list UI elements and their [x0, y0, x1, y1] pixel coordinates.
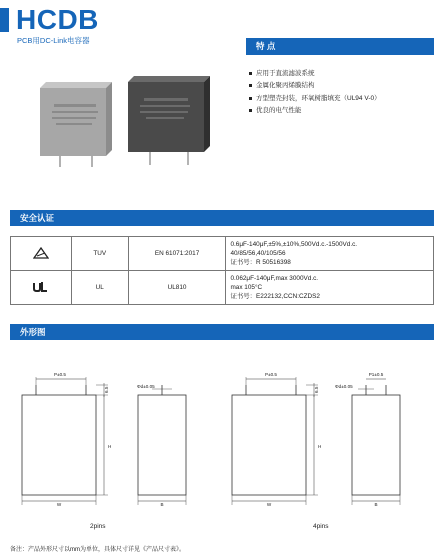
certification-table — [10, 236, 434, 305]
dimension-label: P±0.5 — [265, 372, 277, 377]
dimension-label: H — [318, 444, 322, 449]
feature-text: 金属化聚丙烯膜结构 — [256, 82, 315, 90]
title-accent-tab — [0, 8, 9, 32]
ul-recognized-icon — [32, 281, 50, 293]
cert-agency: UL — [71, 271, 128, 305]
feature-item — [249, 105, 381, 117]
page-title: HCDB — [16, 4, 99, 35]
four-pin-front-view — [232, 377, 318, 505]
cert-details — [226, 271, 434, 305]
cert-detail-line: max 105°C — [230, 284, 263, 291]
bullet-icon — [249, 84, 252, 87]
dimension-label: Φd±0.05 — [137, 384, 155, 389]
two-pin-side-view — [138, 385, 186, 505]
feature-list — [249, 68, 381, 118]
product-photo — [20, 70, 230, 170]
tuv-triangle-icon — [33, 247, 49, 259]
dimension-label: W — [56, 502, 62, 507]
feature-item — [249, 93, 381, 105]
footnote: 备注：产品外形尺寸以mm为单位，具体尺寸详见《产品尺寸表》。 — [10, 547, 185, 553]
certification-heading: 安全认证 — [20, 213, 55, 223]
bullet-icon — [249, 72, 252, 75]
bullet-icon — [249, 109, 252, 112]
four-pin-side-view — [352, 379, 400, 505]
dimension-label: B — [374, 502, 378, 507]
cert-standard: UL810 — [128, 271, 226, 305]
page-subtitle: PCB用DC-Link电容器 — [17, 36, 90, 45]
dimension-label: 6.5 — [104, 386, 109, 393]
cert-detail-line: 0.062μF-140μF,max 3000Vd.c. — [230, 275, 319, 282]
certification-heading-bar — [10, 210, 434, 226]
dimension-label: 6.5 — [314, 386, 319, 393]
dimensions-heading: 外形图 — [20, 327, 46, 337]
four-pin-caption: 4pins — [313, 523, 329, 530]
capacitor-light-image — [40, 82, 112, 167]
feature-text: 优良的电气性能 — [256, 107, 302, 115]
two-pin-front-view — [22, 377, 108, 505]
cert-detail-line: 证书号：R 50516398 — [230, 259, 291, 266]
cert-icon-cell — [11, 237, 72, 271]
capacitor-dark-image — [128, 76, 210, 165]
bullet-icon — [249, 97, 252, 100]
dimension-label: Φd±0.05 — [335, 384, 353, 389]
cert-detail-line: 证书号：E222132,CCN:CZDS2 — [230, 293, 320, 300]
feature-text: 方型塑壳封装，环氧树脂填充（UL94 V-0） — [256, 94, 381, 102]
dimension-label: P±0.5 — [54, 372, 66, 377]
cert-detail-line: 0.6μF-140μF,±5%,±10%,500Vd.c.-1500Vd.c. — [230, 241, 358, 248]
dimension-label: B — [160, 502, 164, 507]
features-heading-bar — [246, 38, 434, 55]
features-heading: 特 点 — [256, 41, 276, 51]
cert-standard: EN 61071:2017 — [128, 237, 226, 271]
dimensions-heading-bar — [10, 324, 434, 340]
two-pin-caption: 2pins — [90, 523, 106, 530]
table-row — [11, 271, 434, 305]
feature-text: 应用于直流滤波系统 — [256, 70, 315, 77]
cert-details — [226, 237, 434, 271]
cert-detail-line: 40/85/56,40/105/56 — [230, 250, 286, 257]
dimension-drawings — [0, 355, 444, 535]
feature-item — [249, 68, 381, 80]
dimension-label: W — [266, 502, 272, 507]
table-row — [11, 237, 434, 271]
feature-item — [249, 80, 381, 92]
cert-icon-cell — [11, 271, 72, 305]
dimension-label: P1±0.5 — [368, 372, 384, 377]
cert-agency: TUV — [71, 237, 128, 271]
dimension-label: H — [108, 444, 112, 449]
